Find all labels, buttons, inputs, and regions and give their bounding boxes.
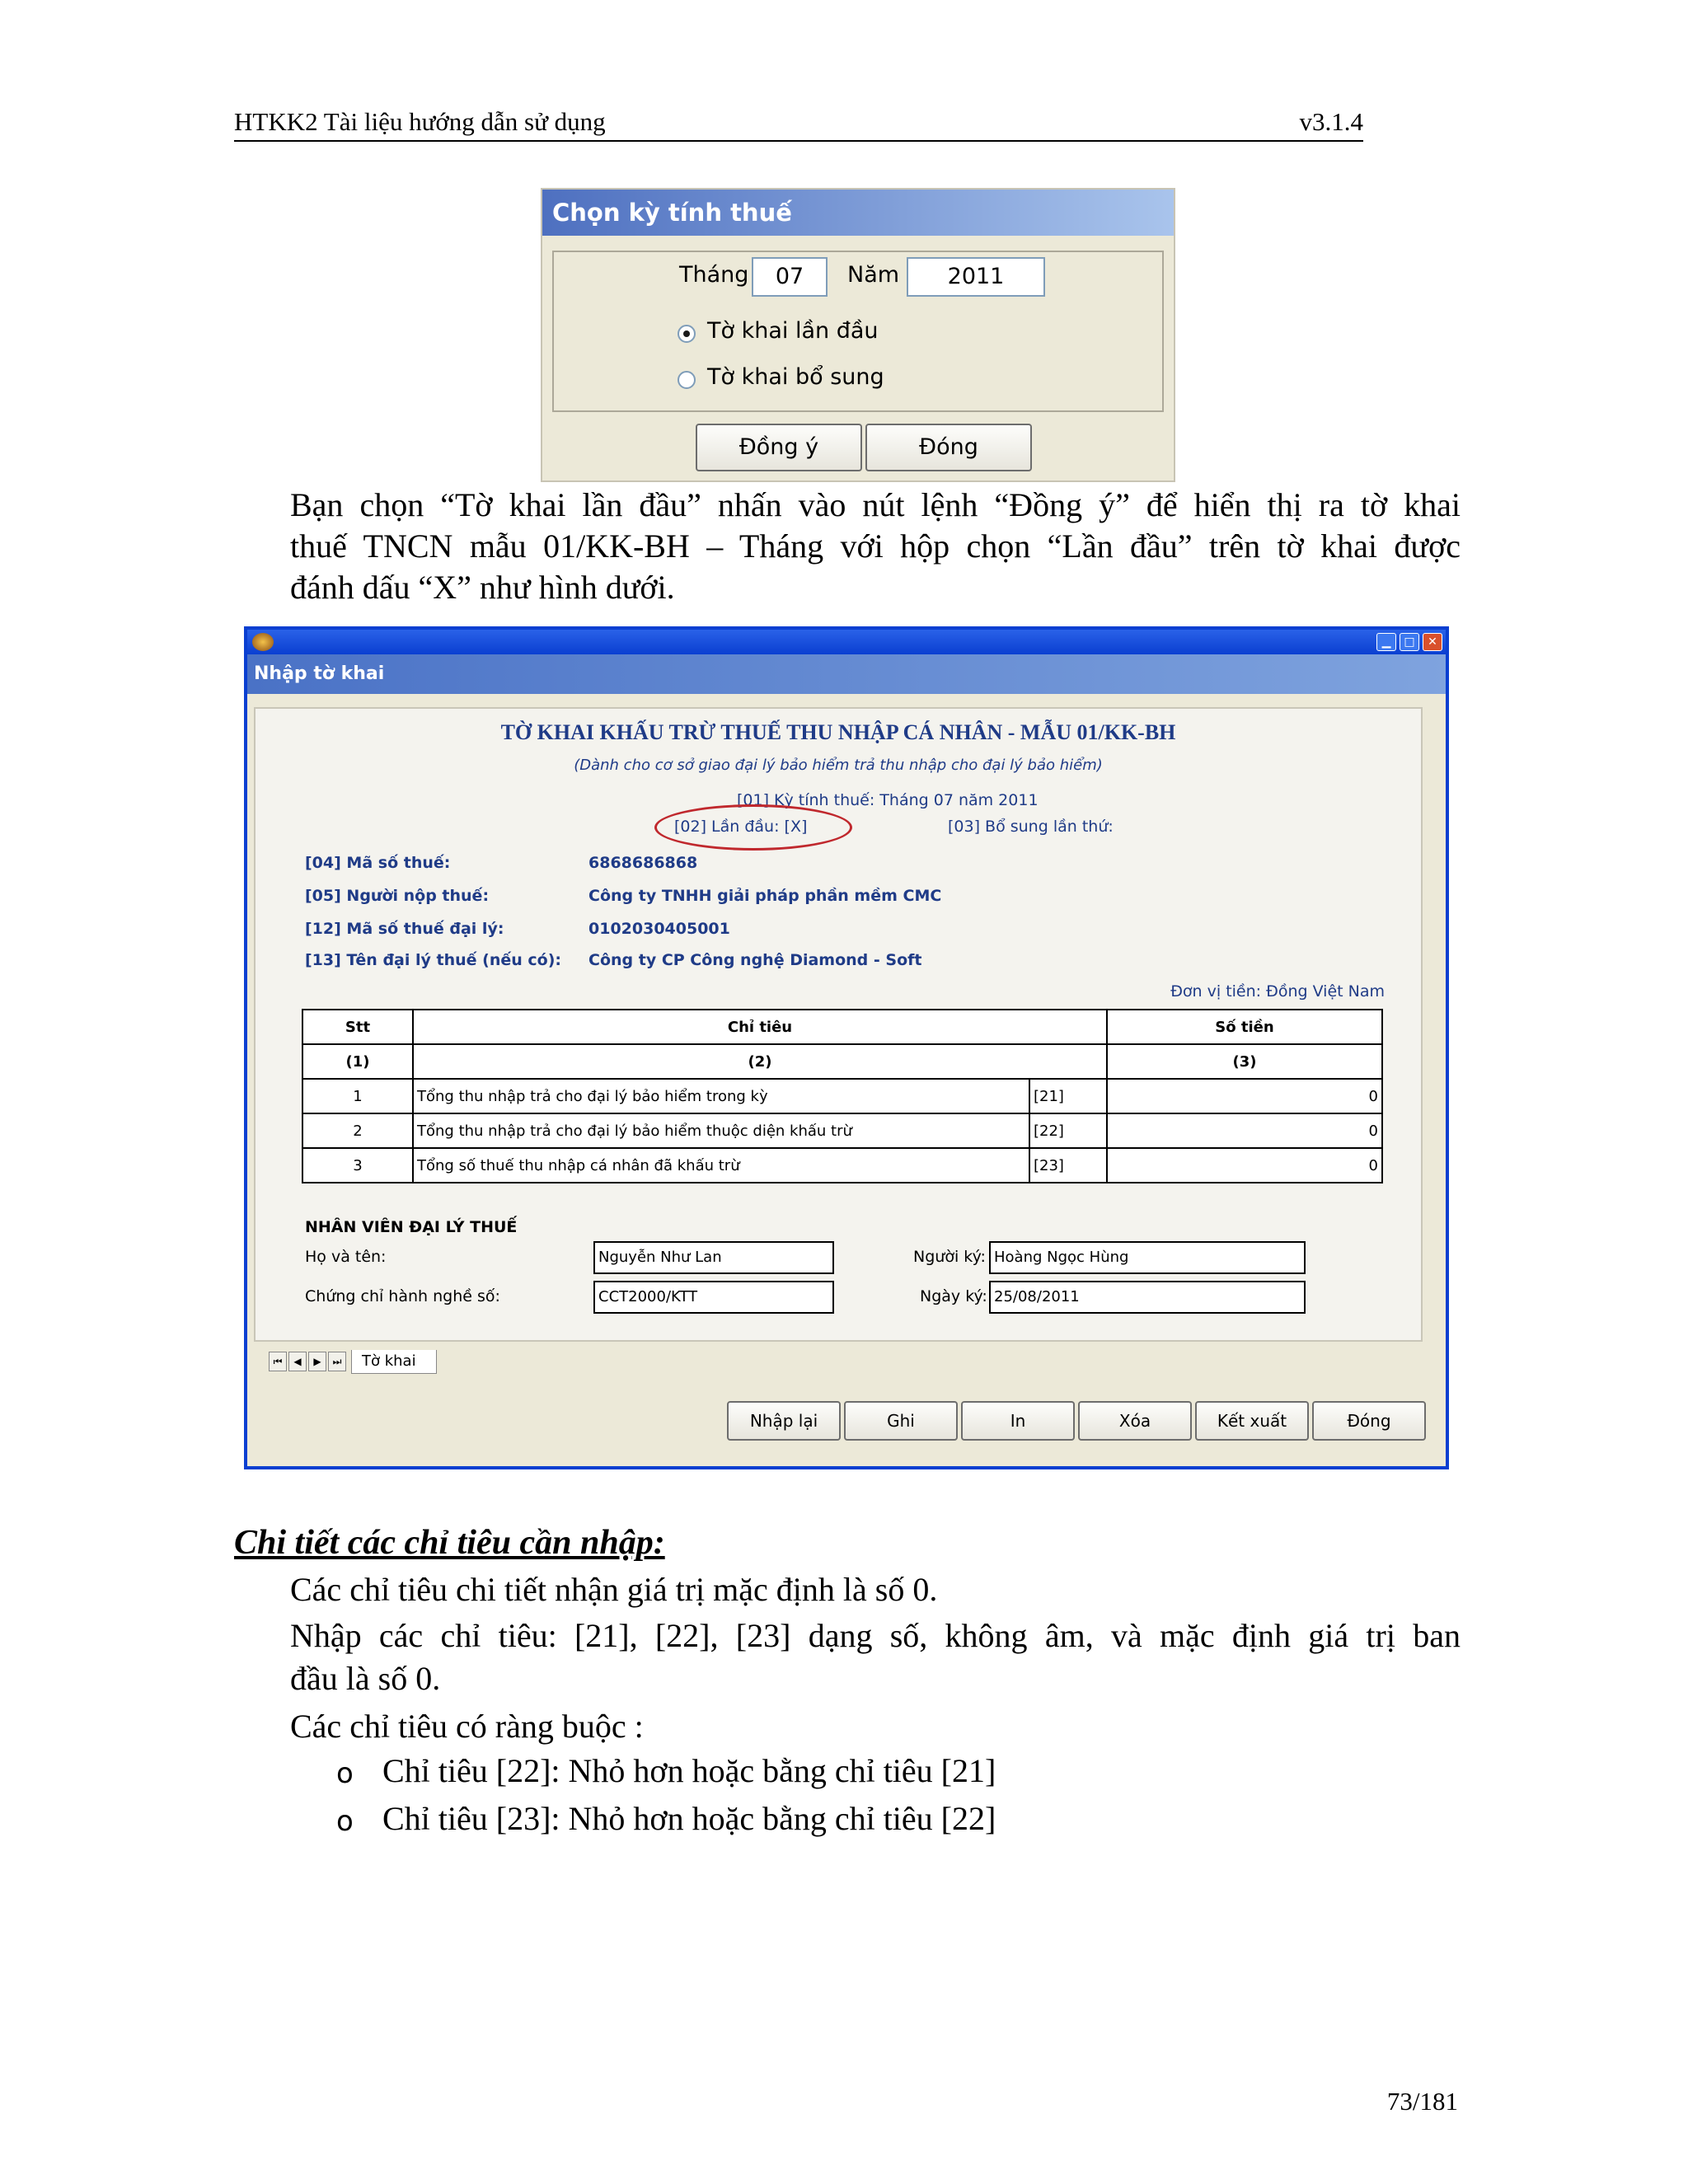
row-code: [23] (1029, 1148, 1107, 1183)
sign-date-label: Ngày ký: (920, 1287, 987, 1305)
page-header (234, 105, 1363, 142)
table-row (302, 1148, 1382, 1183)
radio-supplement-declaration[interactable] (678, 371, 696, 389)
row-desc: Tổng thu nhập trả cho đại lý bảo hiểm thuộc diện khấu trừ (413, 1113, 1029, 1148)
reenter-button[interactable]: Nhập lại (727, 1401, 841, 1441)
year-input[interactable]: 2011 (907, 257, 1045, 297)
signer-label: Người ký: (913, 1248, 986, 1266)
row-stt: 3 (302, 1148, 413, 1183)
first-time-checkbox[interactable]: [02] Lần đầu: [X] (674, 818, 808, 836)
first-sheet-icon[interactable]: ⏮ (269, 1352, 287, 1371)
dialog-title: Chọn kỳ tính thuế (542, 190, 1174, 236)
bullet-icon: o (336, 1757, 354, 1790)
constraint-item-1: Chỉ tiêu [22]: Nhỏ hơn hoặc bằng chỉ tiêu [21] (382, 1752, 996, 1789)
window-title: Nhập tờ khai (247, 654, 1446, 694)
section-paragraph-2b: đầu là số 0. (290, 1660, 441, 1697)
field-value-tax-code: 6868686868 (588, 854, 698, 872)
name-label: Họ và tên: (305, 1248, 387, 1266)
currency-unit: Đơn vị tiền: Đồng Việt Nam (1170, 982, 1385, 1001)
sign-date-input[interactable]: 25/08/2011 (989, 1281, 1306, 1314)
col-header-stt: Stt (302, 1010, 413, 1044)
month-input[interactable]: 07 (752, 257, 828, 297)
header-version: v3.1.4 (1299, 107, 1363, 136)
save-button[interactable]: Ghi (844, 1401, 958, 1441)
row-stt: 1 (302, 1079, 413, 1113)
section-paragraph-3: Các chỉ tiêu có ràng buộc : (290, 1708, 644, 1745)
form-heading: TỜ KHAI KHẤU TRỪ THUẾ THU NHẬP CÁ NHÂN - MẪU 01/KK-BH (500, 720, 1176, 744)
maximize-icon[interactable]: □ (1400, 633, 1419, 651)
field-value-agent-tax-code: 0102030405001 (588, 920, 730, 938)
year-label: Năm (847, 262, 900, 288)
app-logo-icon (252, 633, 274, 651)
amount-input-23[interactable]: 0 (1107, 1148, 1382, 1183)
row-desc: Tổng thu nhập trả cho đại lý bảo hiểm trong kỳ (413, 1079, 1029, 1113)
paragraph-line-3: đánh dấu “X” như hình dưới. (290, 569, 675, 606)
signer-input[interactable]: Hoàng Ngọc Hùng (989, 1241, 1306, 1274)
radio-first-declaration[interactable] (678, 325, 696, 343)
amount-input-21[interactable]: 0 (1107, 1079, 1382, 1113)
field-label-agent-tax-code: [12] Mã số thuế đại lý: (305, 920, 504, 938)
constraint-item-2: Chỉ tiêu [23]: Nhỏ hơn hoặc bằng chỉ tiêu [22] (382, 1800, 996, 1837)
tab-declaration[interactable]: Tờ khai (351, 1350, 437, 1374)
last-sheet-icon[interactable]: ⏭ (328, 1352, 346, 1371)
ok-button[interactable]: Đồng ý (696, 424, 862, 471)
month-label: Tháng (679, 262, 749, 288)
cert-label: Chứng chỉ hành nghề số: (305, 1287, 500, 1305)
section-paragraph-1: Các chỉ tiêu chi tiết nhận giá trị mặc định là số 0. (290, 1571, 938, 1608)
field-value-taxpayer: Công ty TNHH giải pháp phần mềm CMC (588, 887, 942, 905)
radio-supplement-label: Tờ khai bổ sung (707, 364, 884, 390)
paragraph-line-1: Bạn chọn “Tờ khai lần đầu” nhấn vào nút lệnh “Đồng ý” để hiển thị ra tờ khai (290, 486, 1461, 523)
declaration-window (244, 626, 1449, 1469)
row-code: [21] (1029, 1079, 1107, 1113)
indicator-table (302, 1009, 1383, 1183)
tax-period-dialog (541, 188, 1175, 482)
agent-name-input[interactable]: Nguyễn Như Lan (593, 1241, 834, 1274)
page-number: 73/181 (1386, 2087, 1458, 2116)
minimize-icon[interactable]: ▁ (1376, 633, 1396, 651)
field-label-taxpayer: [05] Người nộp thuế: (305, 887, 490, 905)
table-row (302, 1079, 1382, 1113)
field-label-tax-code: [04] Mã số thuế: (305, 854, 451, 872)
col-header-amount: Số tiền (1107, 1010, 1382, 1044)
period-group (552, 251, 1164, 412)
field-label-agent-name: [13] Tên đại lý thuế (nếu có): (305, 951, 561, 969)
section-paragraph-2a: Nhập các chỉ tiêu: [21], [22], [23] dạng số, không âm, và mặc định giá trị ban (290, 1617, 1461, 1654)
table-subheader-row (302, 1044, 1382, 1079)
paragraph-line-2: thuế TNCN mẫu 01/KK-BH – Tháng với hộp chọn “Lần đầu” trên tờ khai được (290, 527, 1461, 565)
field-value-agent-name: Công ty CP Công nghệ Diamond - Soft (588, 951, 922, 969)
row-stt: 2 (302, 1113, 413, 1148)
row-code: [22] (1029, 1113, 1107, 1148)
table-header-row (302, 1010, 1382, 1044)
delete-button[interactable]: Xóa (1078, 1401, 1192, 1441)
export-button[interactable]: Kết xuất (1195, 1401, 1309, 1441)
form-subheading: (Dành cho cơ sở giao đại lý bảo hiểm trả thu nhập cho đại lý bảo hiểm) (574, 757, 1103, 774)
row-desc: Tổng số thuế thu nhập cá nhân đã khấu trừ (413, 1148, 1029, 1183)
col-sub-3: (3) (1107, 1044, 1382, 1079)
close-icon[interactable]: ✕ (1423, 633, 1442, 651)
col-header-indicator: Chỉ tiêu (413, 1010, 1107, 1044)
prev-sheet-icon[interactable]: ◀ (288, 1352, 307, 1371)
header-title: HTKK2 Tài liệu hướng dẫn sử dụng (234, 107, 606, 136)
next-sheet-icon[interactable]: ▶ (308, 1352, 326, 1371)
table-row (302, 1113, 1382, 1148)
agent-section-title: NHÂN VIÊN ĐẠI LÝ THUẾ (305, 1218, 518, 1236)
cert-number-input[interactable]: CCT2000/KTT (593, 1281, 834, 1314)
window-titlebar (247, 630, 1446, 654)
print-button[interactable]: In (961, 1401, 1075, 1441)
close-form-button[interactable]: Đóng (1312, 1401, 1426, 1441)
highlight-circle (654, 804, 852, 851)
supplement-field[interactable]: [03] Bổ sung lần thứ: (948, 818, 1114, 836)
amount-input-22[interactable]: 0 (1107, 1113, 1382, 1148)
declaration-form (254, 707, 1423, 1342)
col-sub-2: (2) (413, 1044, 1107, 1079)
sheet-tab-bar (254, 1345, 1423, 1378)
radio-first-label: Tờ khai lần đầu (707, 318, 879, 344)
col-sub-1: (1) (302, 1044, 413, 1079)
close-button[interactable]: Đóng (865, 424, 1032, 471)
section-title: Chi tiết các chỉ tiêu cần nhập: (234, 1524, 665, 1562)
bullet-icon: o (336, 1805, 354, 1838)
tax-period-text: [01] Kỳ tính thuế: Tháng 07 năm 2011 (737, 791, 1039, 809)
